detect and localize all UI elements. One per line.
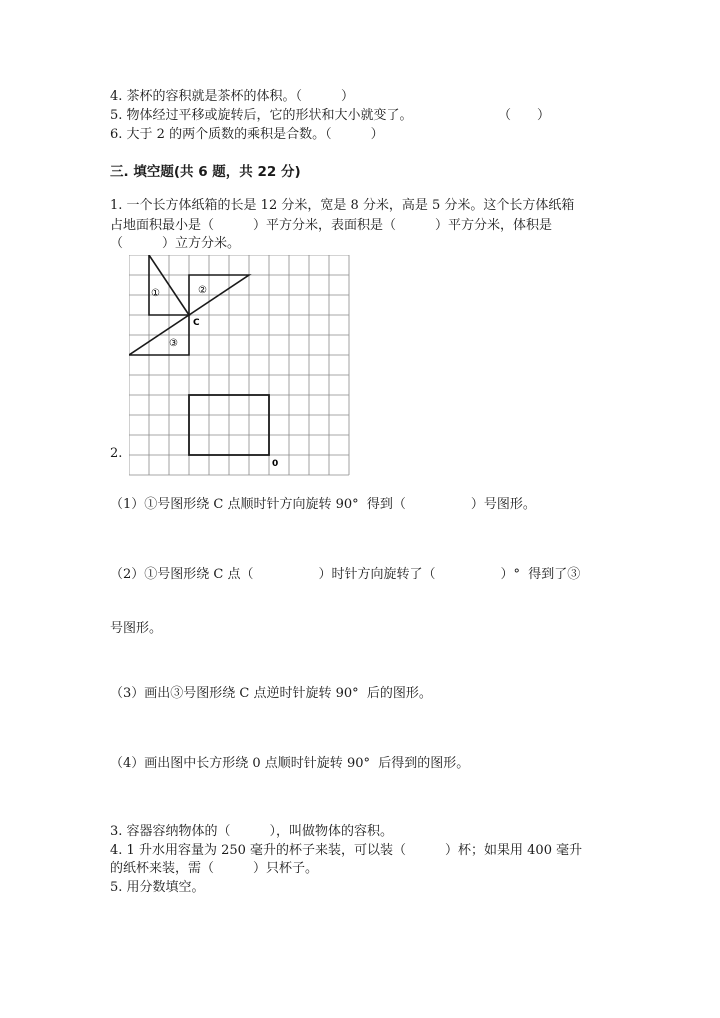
judge-question-5-answer: （ ）	[498, 108, 551, 123]
point-o-label: 0	[272, 459, 279, 469]
label-triangle-3: ③	[169, 338, 178, 349]
grid-lines	[129, 255, 349, 475]
fill-question-1-line2: 占地面积最小是（ ）平方分米，表面积是（ ）平方分米，体积是	[110, 218, 553, 233]
rotation-grid-figure	[129, 255, 389, 483]
question-2-part-2-continued: 号图形。	[110, 621, 163, 636]
label-triangle-1: ①	[151, 288, 160, 299]
judge-question-4: 4. 茶杯的容积就是茶杯的体积。（ ）	[110, 89, 355, 104]
fill-question-4-line1: 4. 1 升水用容量为 250 毫升的杯子来装，可以装（ ）杯；如果用 400 毫升	[110, 843, 583, 858]
fill-question-1-line1: 1. 一个长方体纸箱的长是 12 分米，宽是 8 分米，高是 5 分米。这个长方体纸箱	[110, 198, 575, 213]
question-2-part-2: （2）①号图形绕 C 点（ ）时针方向旋转了（ ）° 得到了③	[110, 567, 581, 582]
question-2-part-4: （4）画出图中长方形绕 0 点顺时针旋转 90° 后得到的图形。	[110, 756, 470, 771]
judge-question-5: 5. 物体经过平移或旋转后，它的形状和大小就变了。	[110, 108, 413, 123]
question-2-part-1: （1）①号图形绕 C 点顺时针方向旋转 90° 得到（ ）号图形。	[110, 497, 536, 512]
fill-question-5: 5. 用分数填空。	[110, 880, 205, 895]
section-3-title: 三. 填空题(共 6 题，共 22 分)	[110, 164, 301, 180]
fill-question-3: 3. 容器容纳物体的（ ），叫做物体的容积。	[110, 824, 394, 839]
fill-question-4-line2: 的纸杯来装，需（ ）只杯子。	[110, 861, 319, 876]
fill-question-1-line3: （ ）立方分米。	[110, 236, 241, 251]
point-c-label: C	[193, 318, 200, 328]
judge-question-6: 6. 大于 2 的两个质数的乘积是合数。（ ）	[110, 127, 384, 142]
fill-question-2-number: 2.	[110, 446, 123, 461]
question-2-part-3: （3）画出③号图形绕 C 点逆时针旋转 90° 后的图形。	[110, 686, 432, 701]
label-triangle-2: ②	[198, 285, 207, 296]
